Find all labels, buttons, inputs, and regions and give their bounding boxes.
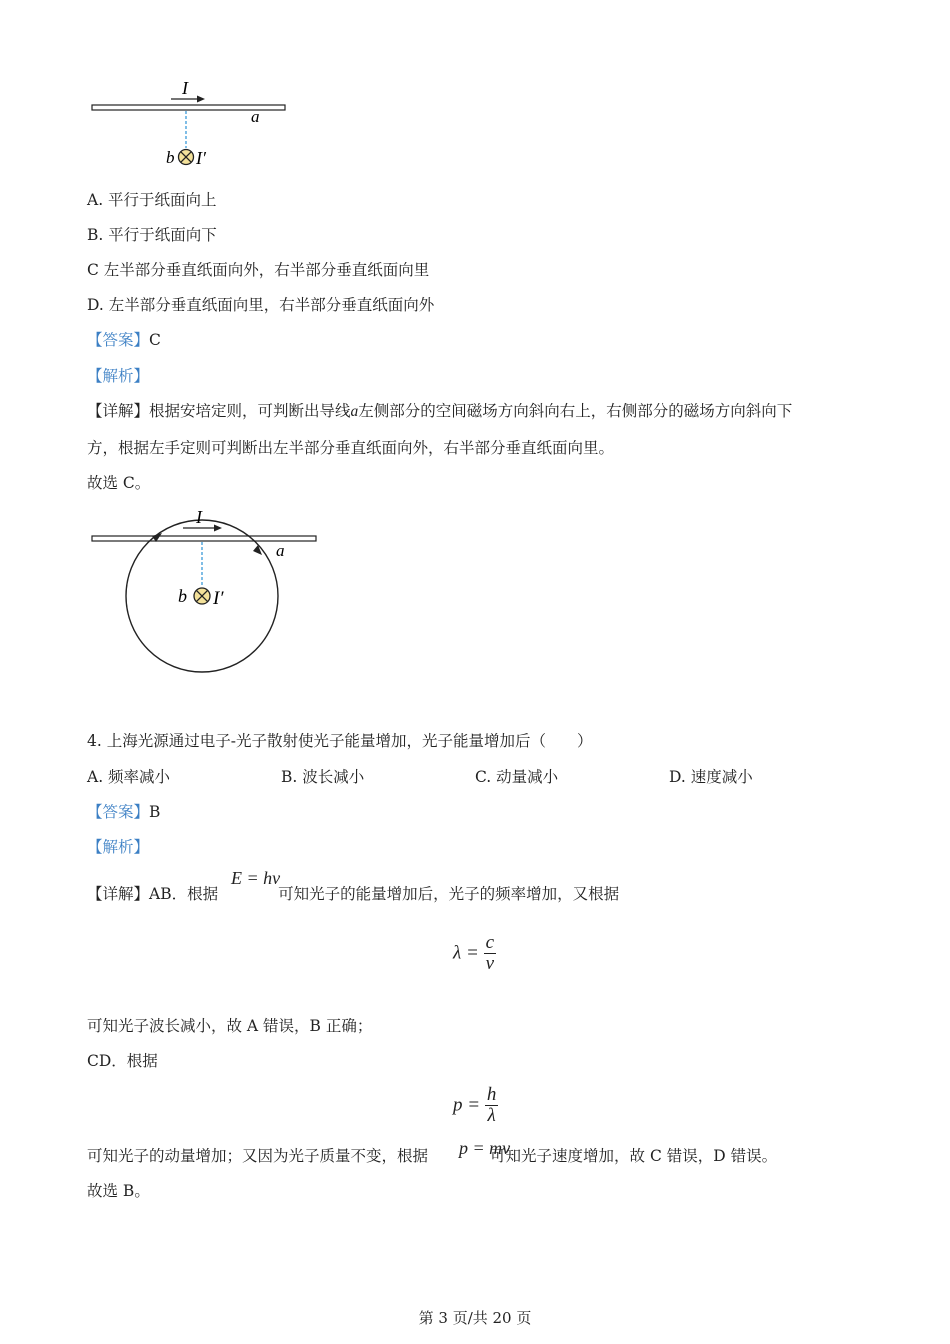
answer-value: B	[149, 803, 161, 821]
detail-text: AB．根据	[149, 885, 219, 903]
answer-tag: 【答案】	[87, 803, 150, 821]
current-label: I	[196, 507, 202, 527]
q4-conclusion: 故选 B。	[87, 1182, 150, 1200]
current-arrow-head	[214, 525, 222, 532]
wire-label: a	[251, 107, 260, 126]
equation-lhs: p =	[453, 1094, 481, 1116]
figure-wire-circle	[85, 505, 325, 680]
fraction	[484, 933, 496, 974]
answer-value: C	[149, 331, 161, 349]
q3-analysis-tag: 【解析】	[87, 367, 150, 385]
q4-option-a: A. 频率减小	[87, 768, 171, 786]
detail-tag: 【详解】	[87, 885, 150, 903]
numerator: h	[486, 1084, 497, 1105]
q4-wavelength-line: 可知光子波长减小，故 A 错误，B 正确；	[87, 1017, 373, 1035]
q3-option-b: B. 平行于纸面向下	[87, 226, 217, 244]
detail-text: 根据安培定则，可判断出导线	[149, 402, 351, 420]
field-arrow-right	[253, 545, 262, 555]
q4-stem: 4. 上海光源通过电子-光子散射使光子能量增加，光子能量增加后（ ）	[87, 732, 593, 750]
q3-option-c: C 左半部分垂直纸面向外，右半部分垂直纸面向里	[87, 261, 430, 279]
detail-text: 左侧部分的空间磁场方向斜向右上，右侧部分的磁场方向斜向下	[358, 402, 793, 420]
detail-text: 可知光子速度增加，故 C 错误，D 错误。	[490, 1147, 778, 1165]
page-footer: 第 3 页/共 20 页	[418, 1309, 532, 1327]
fraction	[485, 1085, 499, 1126]
point-label: b	[166, 148, 175, 167]
var-a: a	[350, 403, 359, 420]
q3-detail-line2: 方，根据左手定则可判断出左半部分垂直纸面向外，右半部分垂直纸面向里。	[87, 439, 615, 457]
detail-tag: 【详解】	[87, 402, 150, 420]
detail-text: 可知光子的动量增加；又因为光子质量不变，根据	[87, 1147, 429, 1165]
denominator: λ	[487, 1105, 496, 1126]
equation-pmv: p = mv	[459, 1138, 511, 1158]
equation-momentum	[453, 1085, 498, 1126]
denominator: ν	[485, 953, 494, 974]
point-current-label: I′	[213, 588, 224, 609]
q3-answer	[87, 329, 161, 351]
q4-detail-ab	[87, 883, 619, 905]
equation-lhs: λ =	[453, 942, 479, 964]
answer-tag: 【答案】	[87, 331, 150, 349]
figure-wire-point	[85, 78, 295, 173]
point-current-label: I′	[196, 148, 206, 168]
numerator: c	[485, 932, 494, 953]
detail-text: 可知光子的能量增加后，光子的频率增加，又根据	[278, 885, 620, 903]
q3-conclusion: 故选 C。	[87, 474, 151, 492]
point-label: b	[178, 586, 187, 606]
q3-detail-line1	[87, 400, 792, 423]
q4-momentum-line	[87, 1145, 777, 1167]
equation-lambda	[453, 933, 496, 974]
q4-answer	[87, 801, 160, 823]
q3-option-a: A. 平行于纸面向上	[87, 191, 217, 209]
q4-cd-line: CD．根据	[87, 1052, 158, 1070]
current-arrow-head	[197, 96, 205, 103]
q4-analysis-tag: 【解析】	[87, 838, 150, 856]
q4-option-d: D. 速度减小	[669, 768, 753, 786]
q4-option-b: B. 波长减小	[281, 768, 365, 786]
wire-label: a	[276, 541, 285, 560]
equation-energy: E = hν	[231, 868, 281, 888]
q4-option-c: C. 动量减小	[475, 768, 559, 786]
current-label: I	[182, 78, 188, 98]
q3-option-d: D. 左半部分垂直纸面向里，右半部分垂直纸面向外	[87, 296, 435, 314]
